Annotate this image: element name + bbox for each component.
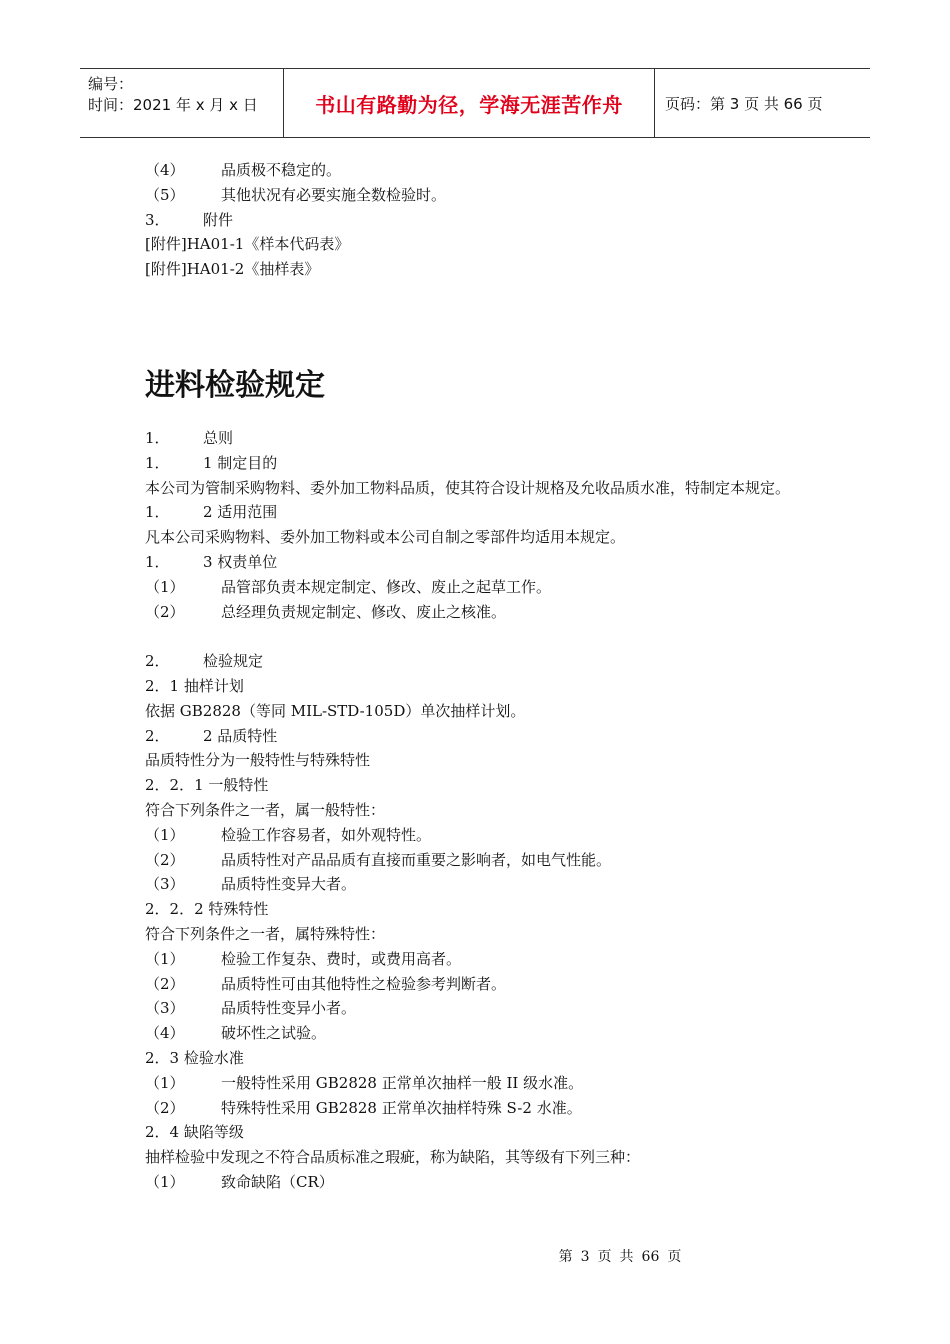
time-label: 时间：2021 年 x 月 x 日 — [88, 96, 258, 114]
attachments-heading: 3． 附件 — [145, 210, 234, 229]
header-page-info: 页码：第 3 页 共 66 页 — [665, 94, 823, 113]
number-label: 编号： — [88, 75, 134, 93]
footer-page-number: 3 — [580, 1249, 590, 1265]
list-item: （2） 品质特性对产品品质有直接而重要之影响者，如电气性能。 — [145, 850, 612, 869]
section-heading: 1． 总则 — [145, 428, 234, 447]
page-footer: 第 3 页 共 66 页 — [558, 1249, 682, 1265]
subsection-heading: 2． 2 品质特性 — [145, 726, 278, 745]
subsection-heading: 2．4 缺陷等级 — [145, 1123, 244, 1142]
list-item: （3） 品质特性变异小者。 — [145, 999, 357, 1018]
section-heading: 2． 检验规定 — [145, 652, 264, 671]
subsection-heading: 2．2．2 特殊特性 — [145, 900, 269, 919]
page-header — [80, 68, 870, 138]
list-item: （2） 总经理负责规定制定、修改、废止之核准。 — [145, 602, 507, 621]
header-motto: 书山有路勤为径，学海无涯苦作舟 — [315, 92, 623, 117]
attachment-item: [附件]HA01-1《样本代码表》 — [145, 235, 350, 254]
list-item: （1） 检验工作容易者，如外观特性。 — [145, 825, 432, 844]
document-body — [145, 158, 825, 1195]
header-page-info-cell — [655, 69, 870, 137]
list-item: （4） 品质极不稳定的。 — [145, 161, 342, 179]
subsection-heading: 1． 3 权责单位 — [145, 552, 278, 571]
paragraph: 依据 GB2828（等同 MIL-STD-105D）单次抽样计划。 — [145, 701, 526, 720]
paragraph: 凡本公司采购物料、委外加工物料或本公司自制之零部件均适用本规定。 — [145, 528, 626, 547]
subsection-heading: 1． 1 制定目的 — [145, 453, 278, 472]
list-item: （2） 品质特性可由其他特性之检验参考判断者。 — [145, 974, 507, 993]
paragraph: 符合下列条件之一者，属一般特性： — [145, 800, 386, 819]
footer-total-pages: 66 — [641, 1249, 660, 1265]
list-item: （2） 特殊特性采用 GB2828 正常单次抽样特殊 S-2 水准。 — [145, 1098, 582, 1117]
list-item: （1） 一般特性采用 GB2828 正常单次抽样一般 II 级水准。 — [145, 1073, 584, 1092]
list-item: （1） 致命缺陷（CR） — [145, 1172, 334, 1191]
header-motto-cell — [283, 69, 655, 137]
list-item: （1） 检验工作复杂、费时，或费用高者。 — [145, 949, 462, 968]
subsection-heading: 2．1 抽样计划 — [145, 676, 244, 695]
attachment-item: [附件]HA01-2《抽样表》 — [145, 260, 320, 279]
list-item: （3） 品质特性变异大者。 — [145, 875, 357, 894]
document-title: 进料检验规定 — [145, 367, 325, 403]
paragraph: 本公司为管制采购物料、委外加工物料品质，使其符合设计规格及允收品质水准，特制定本规定。 — [145, 478, 791, 497]
subsection-heading: 2．2．1 一般特性 — [145, 776, 269, 795]
subsection-heading: 2．3 检验水准 — [145, 1048, 244, 1067]
header-left-cell — [80, 69, 283, 137]
list-item: （1） 品管部负责本规定制定、修改、废止之起草工作。 — [145, 577, 552, 596]
paragraph: 抽样检验中发现之不符合品质标准之瑕疵，称为缺陷，其等级有下列三种： — [145, 1148, 641, 1167]
subsection-heading: 1． 2 适用范围 — [145, 503, 278, 522]
list-item: （4） 破坏性之试验。 — [145, 1024, 327, 1043]
list-item: （5） 其他状况有必要实施全数检验时。 — [145, 185, 447, 204]
paragraph: 符合下列条件之一者，属特殊特性： — [145, 924, 386, 943]
paragraph: 品质特性分为一般特性与特殊特性 — [145, 751, 371, 770]
